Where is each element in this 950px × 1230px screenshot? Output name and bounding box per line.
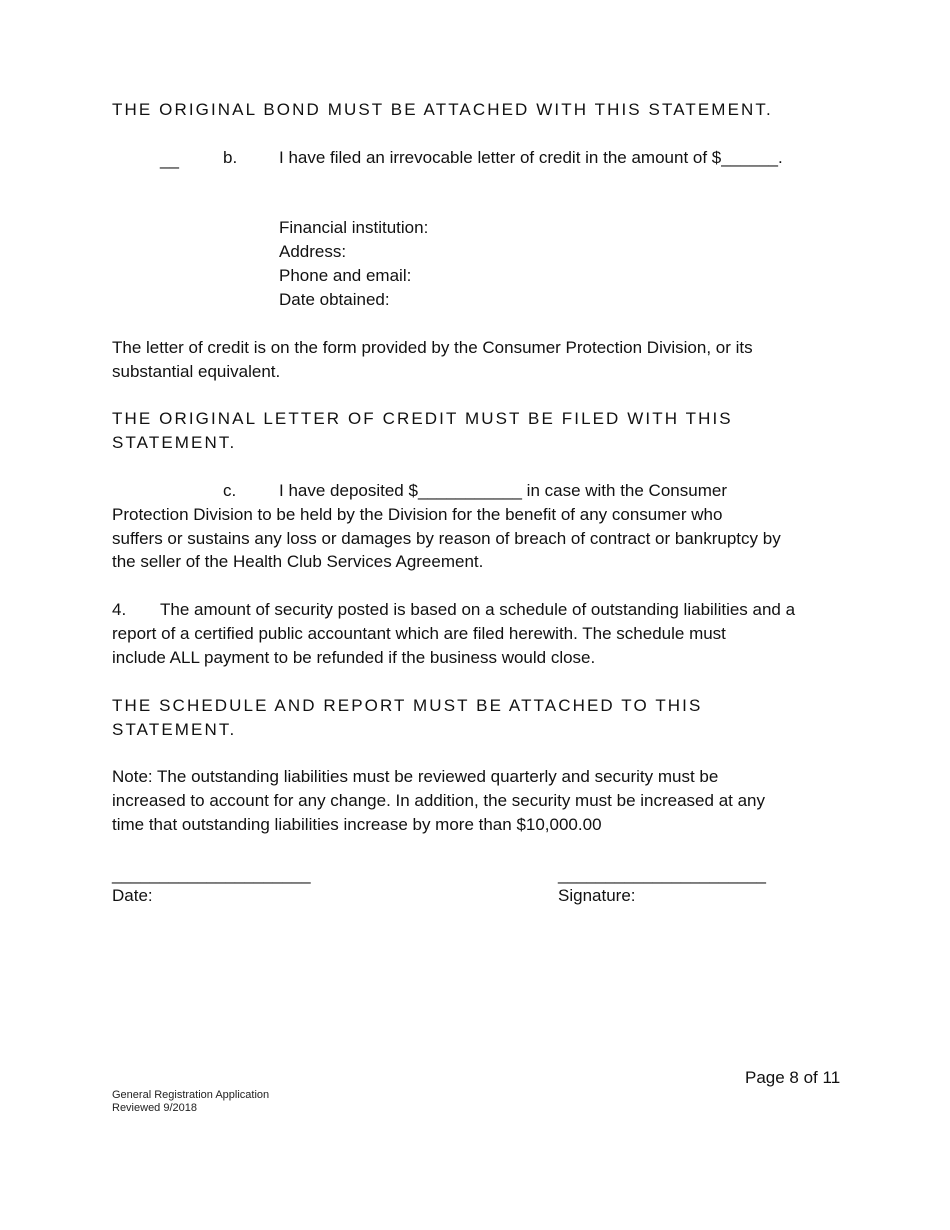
bond-attached-heading: THE ORIGINAL BOND MUST BE ATTACHED WITH THIS STATEMENT.	[112, 100, 773, 119]
date-obtained-label: Date obtained:	[279, 290, 390, 309]
loc-filed-heading-line: STATEMENT.	[112, 433, 237, 452]
phone-email-label: Phone and email:	[279, 266, 412, 285]
date-signature-line: _____________________	[112, 865, 311, 884]
item-c-letter: c.	[223, 481, 237, 500]
address-label: Address:	[279, 242, 347, 261]
schedule-heading-line: STATEMENT.	[112, 720, 237, 739]
note-line: Note: The outstanding liabilities must be reviewed quarterly and security must be	[112, 767, 719, 786]
signature-label: Signature:	[558, 886, 636, 905]
item-4-first-line: The amount of security posted is based on a schedule of outstanding liabilities and a	[160, 600, 796, 619]
loc-form-note-line: The letter of credit is on the form provided by the Consumer Protection Division, or its	[112, 338, 753, 357]
item-c-line: Protection Division to be held by the Division for the benefit of any consumer who	[112, 505, 723, 524]
item-b-check-blank: __	[160, 150, 179, 169]
item-4-number: 4.	[112, 600, 127, 619]
item-b-text: I have filed an irrevocable letter of credit in the amount of $______.	[279, 148, 783, 167]
item-4-line: report of a certified public accountant which are filed herewith. The schedule must	[112, 624, 726, 643]
loc-form-note-line: substantial equivalent.	[112, 362, 281, 381]
page-number: Page 8 of 11	[745, 1068, 841, 1087]
item-b-letter: b.	[223, 148, 238, 167]
footer-form-name: General Registration Application	[112, 1089, 270, 1101]
note-line: increased to account for any change. In addition, the security must be increased at any	[112, 791, 765, 810]
item-c-first-line: I have deposited $___________ in case with the Consumer	[279, 481, 727, 500]
item-c-line: suffers or sustains any loss or damages by reason of breach of contract or bankruptcy by	[112, 529, 781, 548]
date-label: Date:	[112, 886, 153, 905]
signature-line: ______________________	[558, 865, 767, 884]
financial-institution-label: Financial institution:	[279, 218, 429, 237]
note-line: time that outstanding liabilities increase by more than $10,000.00	[112, 815, 602, 834]
footer-reviewed-date: Reviewed 9/2018	[112, 1102, 198, 1114]
item-c-line: the seller of the Health Club Services Agreement.	[112, 552, 484, 571]
schedule-heading-line: THE SCHEDULE AND REPORT MUST BE ATTACHED TO THIS	[112, 696, 703, 715]
loc-filed-heading-line: THE ORIGINAL LETTER OF CREDIT MUST BE FILED WITH THIS	[112, 409, 733, 428]
item-4-line: include ALL payment to be refunded if the business would close.	[112, 648, 596, 667]
